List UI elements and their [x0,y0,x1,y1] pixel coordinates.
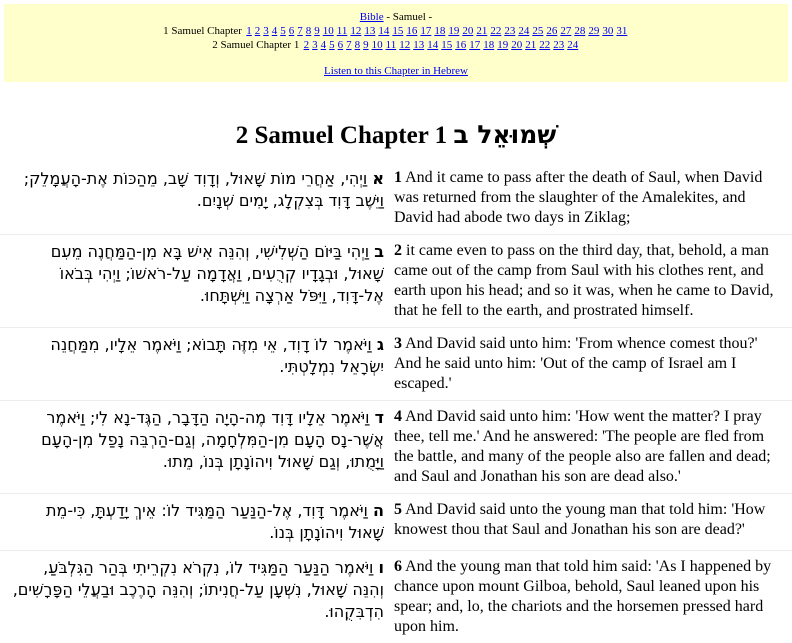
hebrew-verse-number: ו [379,558,385,577]
book2-chapter-link[interactable]: 22 [539,39,550,51]
book2-current-chapter: 1 [294,39,300,51]
book2-chapter-link[interactable]: 17 [469,39,480,51]
book1-chapter-line [4,24,788,38]
book2-chapter-link[interactable]: 16 [455,39,466,51]
book1-chapter-link[interactable]: 27 [560,25,571,37]
verse-row [0,328,792,401]
book2-chapter-link[interactable]: 11 [386,39,397,51]
hebrew-verse [0,401,392,494]
book2-chapter-link[interactable]: 21 [525,39,536,51]
book1-chapter-link[interactable]: 11 [337,25,348,37]
book2-chapter-link[interactable]: 19 [497,39,508,51]
book2-chapter-link[interactable]: 23 [553,39,564,51]
book1-chapter-link[interactable]: 18 [434,25,445,37]
book2-chapter-link[interactable]: 3 [312,39,318,51]
hebrew-verse-text: וַיְהִי בַּיּוֹם הַשְּׁלִישִׁי, וְהִנֵּה אִישׁ בָּא מִן-הַמַּחֲנֶה מֵעִם שָׁאוּל, וּבְגָדָיו קְרֻעִים, וַאֲדָמָה עַל-רֹאשׁוֹ; וַיְהִי בְּבֹאוֹ אֶל-דָּוִד, וַיִּפֹּל אַרְצָה וַיִּשְׁתָּחוּ. [51,242,384,305]
book1-chapter-label: 1 Samuel Chapter [163,25,242,37]
book1-chapter-link[interactable]: 12 [350,25,361,37]
book1-chapter-links [245,25,629,37]
hebrew-verse [0,551,392,643]
english-verse-text: it came even to pass on the third day, that, behold, a man came out of the camp from Saul with his clothes rent, and earth upon his head; and so it was, when he came to David, that he fell to the earth, and prostrated himself. [394,242,773,319]
book1-chapter-link[interactable]: 3 [263,25,269,37]
hebrew-verse-number: ג [377,335,384,354]
chapter-navigation [4,4,788,82]
book1-chapter-link[interactable]: 25 [532,25,543,37]
hebrew-verse [0,235,392,328]
book2-chapter-link[interactable]: 9 [363,39,369,51]
verses-body [0,162,792,643]
english-verse [392,235,792,328]
english-verse-number: 6 [394,558,402,575]
book1-chapter-link[interactable]: 9 [314,25,320,37]
book2-chapter-link[interactable]: 12 [399,39,410,51]
verse-row [0,235,792,328]
book1-chapter-link[interactable]: 6 [289,25,295,37]
english-verse-number: 2 [394,242,402,259]
english-verse-number: 1 [394,169,402,186]
english-verse-text: And David said unto him: 'From whence comest thou?' And he said unto him: 'Out of the camp of Israel am I escaped.' [394,335,758,392]
verse-row [0,551,792,643]
hebrew-verse-text: וַיֹּאמֶר לוֹ דָוִד, אֵי מִזֶּה תָּבוֹא; וַיֹּאמֶר אֵלָיו, מִמַּחֲנֵה יִשְׂרָאֵל נִמְלָטְתִּי. [50,335,384,376]
book2-chapter-link[interactable]: 18 [483,39,494,51]
book1-chapter-link[interactable]: 26 [546,25,557,37]
page-title-hebrew: שְׁמוּאֵל ב [453,120,556,149]
book1-chapter-link[interactable]: 21 [476,25,487,37]
hebrew-verse-number: ה [373,501,384,520]
bible-link[interactable]: Bible [360,11,384,23]
book2-chapter-link[interactable]: 20 [511,39,522,51]
book2-chapter-link[interactable]: 13 [413,39,424,51]
page-title-english: 2 Samuel Chapter 1 [236,122,447,149]
book2-chapter-link[interactable]: 8 [355,39,361,51]
verse-row [0,494,792,551]
book2-chapter-link[interactable]: 5 [329,39,335,51]
book2-chapter-line [4,38,788,52]
book1-chapter-link[interactable]: 1 [246,25,252,37]
book1-chapter-link[interactable]: 19 [448,25,459,37]
book1-chapter-link[interactable]: 7 [297,25,303,37]
listen-line [4,64,788,78]
hebrew-verse [0,328,392,401]
english-verse [392,328,792,401]
english-verse-text: And it came to pass after the death of Saul, when David was returned from the slaughter of the Amalekites, and David had abode two days in Ziklag; [394,169,762,226]
hebrew-verse-text: וַיֹּאמֶר אֵלָיו דָּוִד מֶה-הָיָה הַדָּבָר, הַגֶּד-נָא לִי; וַיֹּאמֶר אֲשֶׁר-נָס הָעָם מִן-הַמִּלְחָמָה, וְגַם-הַרְבֵּה נָפַל מִן-הָעָם וַיָּמֻתוּ, וְגַם שָׁאוּל וִיהוֹנָתָן בְּנוֹ, מֵתוּ. [41,408,384,471]
book2-chapter-link[interactable]: 10 [372,39,383,51]
hebrew-verse-number: א [372,169,384,188]
spacer [0,82,792,115]
verses-table [0,162,792,643]
book1-chapter-link[interactable]: 28 [574,25,585,37]
book2-chapter-label: 2 Samuel Chapter [212,39,291,51]
hebrew-verse-text: וַיְהִי, אַחֲרֵי מוֹת שָׁאוּל, וְדָוִד שָׁב, מֵהַכּוֹת אֶת-הָעֲמָלֵק; וַיֵּשֶׁב דָּוִד בְּצִקְלָג, יָמִים שְׁנָיִם. [24,169,384,210]
book2-chapter-link[interactable]: 7 [346,39,352,51]
book1-chapter-link[interactable]: 13 [364,25,375,37]
book1-chapter-link[interactable]: 24 [518,25,529,37]
hebrew-verse [0,162,392,235]
book2-chapter-link[interactable]: 6 [338,39,344,51]
hebrew-verse-number: ב [374,242,384,261]
breadcrumb-book: - Samuel - [384,11,433,23]
book2-chapter-link[interactable]: 15 [441,39,452,51]
hebrew-verse-text: וַיֹּאמֶר דָּוִד, אֶל-הַנַּעַר הַמַּגִּיד לוֹ: אֵיךְ יָדַעְתָּ, כִּי-מֵת שָׁאוּל וִיהוֹנָתָן בְּנוֹ. [46,501,384,542]
book1-chapter-link[interactable]: 15 [392,25,403,37]
book2-chapter-link[interactable]: 2 [304,39,310,51]
book1-chapter-link[interactable]: 30 [602,25,613,37]
book1-chapter-link[interactable]: 2 [255,25,261,37]
english-verse [392,401,792,494]
book1-chapter-link[interactable]: 22 [490,25,501,37]
english-verse-text: And David said unto the young man that told him: 'How knowest thou that Saul and Jonathan his son are dead?' [394,501,765,538]
english-verse-number: 5 [394,501,402,518]
english-verse-text: And the young man that told him said: 'As I happened by chance upon mount Gilboa, behold, Saul leaned upon his spear; and, lo, the chariots and the horsemen pressed hard upon him. [394,558,771,635]
page-title [0,115,792,155]
book1-chapter-link[interactable]: 16 [406,25,417,37]
book2-chapter-links [302,39,580,51]
book1-chapter-link[interactable]: 8 [306,25,312,37]
hebrew-verse [0,494,392,551]
book2-chapter-link[interactable]: 24 [567,39,578,51]
book1-chapter-link[interactable]: 10 [323,25,334,37]
book2-chapter-link[interactable]: 4 [321,39,327,51]
book1-chapter-link[interactable]: 14 [378,25,389,37]
book1-chapter-link[interactable]: 29 [588,25,599,37]
book1-chapter-link[interactable]: 20 [462,25,473,37]
english-verse [392,162,792,235]
book1-chapter-link[interactable]: 31 [616,25,627,37]
hebrew-verse-text: וַיֹּאמֶר הַנַּעַר הַמַּגִּיד לוֹ, נִקְרֹא נִקְרֵיתִי בְּהַר הַגִּלְבֹּעַ, וְהִנֵּה שָׁאוּל, נִשְׁעָן עַל-חֲנִיתוֹ; וְהִנֵּה הָרֶכֶב וּבַעֲלֵי הַפָּרָשִׁים, הִדְבִּקֻהוּ. [13,558,384,621]
verse-row [0,401,792,494]
verse-row [0,162,792,235]
book1-chapter-link[interactable]: 5 [280,25,286,37]
english-verse-number: 4 [394,408,402,425]
english-verse [392,494,792,551]
book1-chapter-link[interactable]: 17 [420,25,431,37]
english-verse-text: And David said unto him: 'How went the matter? I pray thee, tell me.' And he answered: 'The people are fled from the battle, and many of the people also are fallen and dead; and Saul and Jonathan his son are dead also.' [394,408,771,485]
hebrew-verse-number: ד [375,408,384,427]
book1-chapter-link[interactable]: 4 [272,25,278,37]
breadcrumb [4,10,788,24]
book1-chapter-link[interactable]: 23 [504,25,515,37]
listen-hebrew-link[interactable]: Listen to this Chapter in Hebrew [324,65,468,77]
english-verse [392,551,792,643]
english-verse-number: 3 [394,335,402,352]
book2-chapter-link[interactable]: 14 [427,39,438,51]
